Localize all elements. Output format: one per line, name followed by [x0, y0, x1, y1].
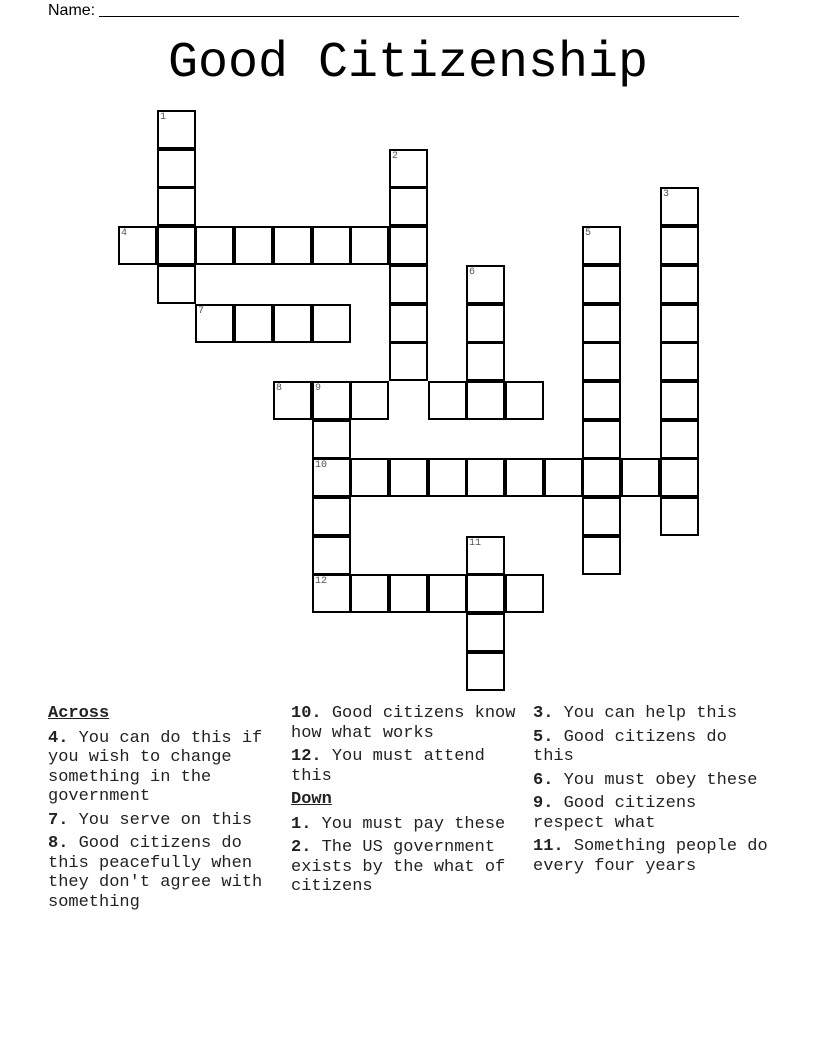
- clue-number: 4.: [48, 728, 69, 748]
- puzzle-title: Good Citizenship: [167, 35, 649, 92]
- clue-item: [291, 815, 531, 835]
- crossword-cell[interactable]: [157, 265, 196, 304]
- clue-number: 9.: [533, 794, 554, 813]
- clue-number-label: 4: [121, 228, 128, 239]
- crossword-cell[interactable]: [466, 304, 505, 343]
- crossword-cell[interactable]: [466, 652, 505, 691]
- clue-number: 3.: [533, 704, 554, 723]
- clue-item: [533, 728, 773, 767]
- crossword-cell[interactable]: [389, 342, 428, 381]
- clue-text: You must pay these: [321, 814, 506, 834]
- crossword-cell[interactable]: [582, 536, 621, 575]
- clue-number-label: 5: [585, 228, 592, 239]
- crossword-cell[interactable]: [582, 497, 621, 536]
- crossword-cell[interactable]: [350, 574, 389, 613]
- crossword-cell[interactable]: [466, 458, 505, 497]
- clue-number: 12.: [291, 747, 322, 766]
- crossword-cell[interactable]: [350, 381, 389, 420]
- crossword-cell[interactable]: [466, 574, 505, 613]
- clues-column-3: [533, 704, 773, 880]
- clue-number-label: 12: [315, 576, 328, 587]
- clue-number-label: 1: [160, 112, 167, 123]
- crossword-cell[interactable]: [428, 458, 467, 497]
- clue-number: 7.: [48, 810, 69, 830]
- down-heading: Down: [291, 790, 332, 809]
- crossword-cell[interactable]: [466, 613, 505, 652]
- name-blank-line[interactable]: [99, 0, 739, 17]
- clue-item: [291, 704, 531, 743]
- name-label: Name:: [48, 2, 96, 19]
- clue-text: Good citizens do this: [533, 727, 727, 766]
- clue-number: 6.: [533, 770, 554, 790]
- clues-column-2: [291, 704, 531, 901]
- crossword-cell[interactable]: [660, 265, 699, 304]
- crossword-cell[interactable]: [389, 574, 428, 613]
- across-heading: Across: [48, 704, 110, 723]
- clue-text: You serve on this: [78, 810, 253, 830]
- clue-text: You can help this: [563, 704, 738, 723]
- clue-number-label: 7: [198, 306, 205, 317]
- clue-item: [291, 838, 531, 897]
- clue-number-label: 3: [663, 189, 670, 200]
- crossword-cell[interactable]: [660, 304, 699, 343]
- clue-number: 1.: [291, 814, 312, 834]
- clue-number: 5.: [533, 727, 554, 747]
- clue-text: You must obey these: [563, 770, 758, 790]
- crossword-cell[interactable]: [505, 381, 544, 420]
- crossword-cell[interactable]: [660, 420, 699, 459]
- crossword-cell[interactable]: [389, 265, 428, 304]
- crossword-cell[interactable]: [312, 420, 351, 459]
- crossword-cell[interactable]: [660, 497, 699, 536]
- crossword-cell[interactable]: [234, 304, 273, 343]
- crossword-cell[interactable]: [582, 342, 621, 381]
- crossword-cell[interactable]: [273, 226, 312, 265]
- crossword-cell[interactable]: [660, 342, 699, 381]
- clue-text: Good citizens respect what: [533, 794, 697, 833]
- clue-number-label: 10: [315, 460, 328, 471]
- crossword-cell[interactable]: [389, 458, 428, 497]
- crossword-cell[interactable]: [273, 304, 312, 343]
- clue-number-label: 6: [469, 267, 476, 278]
- crossword-cell[interactable]: [621, 458, 660, 497]
- crossword-cell[interactable]: [312, 226, 351, 265]
- crossword-cell[interactable]: [428, 574, 467, 613]
- crossword-cell[interactable]: [195, 226, 234, 265]
- crossword-cell[interactable]: [157, 149, 196, 188]
- crossword-cell[interactable]: [312, 536, 351, 575]
- crossword-cell[interactable]: [505, 574, 544, 613]
- crossword-cell[interactable]: [234, 226, 273, 265]
- clue-item: [533, 704, 773, 724]
- crossword-cell[interactable]: [660, 381, 699, 420]
- clue-text: You must attend this: [291, 747, 485, 786]
- crossword-cell[interactable]: [428, 381, 467, 420]
- crossword-cell[interactable]: [544, 458, 583, 497]
- clue-number-label: 2: [392, 151, 399, 162]
- crossword-cell[interactable]: [582, 458, 621, 497]
- clue-text: You can do this if you wish to change something in the government: [48, 728, 263, 806]
- crossword-cell[interactable]: [312, 304, 351, 343]
- crossword-cell[interactable]: [350, 458, 389, 497]
- clues-column-1: [48, 704, 288, 916]
- clue-number: 11.: [533, 837, 564, 856]
- crossword-cell[interactable]: [466, 381, 505, 420]
- crossword-cell[interactable]: [466, 342, 505, 381]
- clue-text: Good citizens know how what works: [291, 704, 516, 743]
- clue-item: [291, 747, 531, 786]
- crossword-cell[interactable]: [582, 304, 621, 343]
- clue-number: 10.: [291, 704, 322, 723]
- crossword-cell[interactable]: [389, 304, 428, 343]
- clue-item: [533, 837, 773, 876]
- crossword-cell[interactable]: [312, 497, 351, 536]
- clue-number: 2.: [291, 838, 312, 857]
- crossword-cell[interactable]: [582, 420, 621, 459]
- crossword-cell[interactable]: [582, 381, 621, 420]
- clue-item: [48, 729, 288, 807]
- clue-number: 8.: [48, 834, 69, 853]
- crossword-cell[interactable]: [505, 458, 544, 497]
- clue-text: Good citizens do this peacefully when they don't agree with something: [48, 834, 263, 912]
- clue-number-label: 8: [276, 383, 283, 394]
- crossword-cell[interactable]: [157, 226, 196, 265]
- crossword-cell[interactable]: [350, 226, 389, 265]
- crossword-cell[interactable]: [660, 458, 699, 497]
- clue-item: [533, 794, 773, 833]
- clue-text: Something people do every four years: [533, 837, 768, 876]
- crossword-cell[interactable]: [389, 226, 428, 265]
- clue-item: [48, 811, 288, 831]
- clue-item: [533, 771, 773, 791]
- name-field[interactable]: [48, 0, 739, 20]
- clue-text: The US government exists by the what of citizens: [291, 838, 506, 896]
- crossword-cell[interactable]: [660, 226, 699, 265]
- crossword-cell[interactable]: [389, 187, 428, 226]
- crossword-cell[interactable]: [582, 265, 621, 304]
- crossword-cell[interactable]: [157, 187, 196, 226]
- clue-number-label: 11: [469, 538, 482, 549]
- clue-item: [48, 834, 288, 912]
- clue-number-label: 9: [315, 383, 322, 394]
